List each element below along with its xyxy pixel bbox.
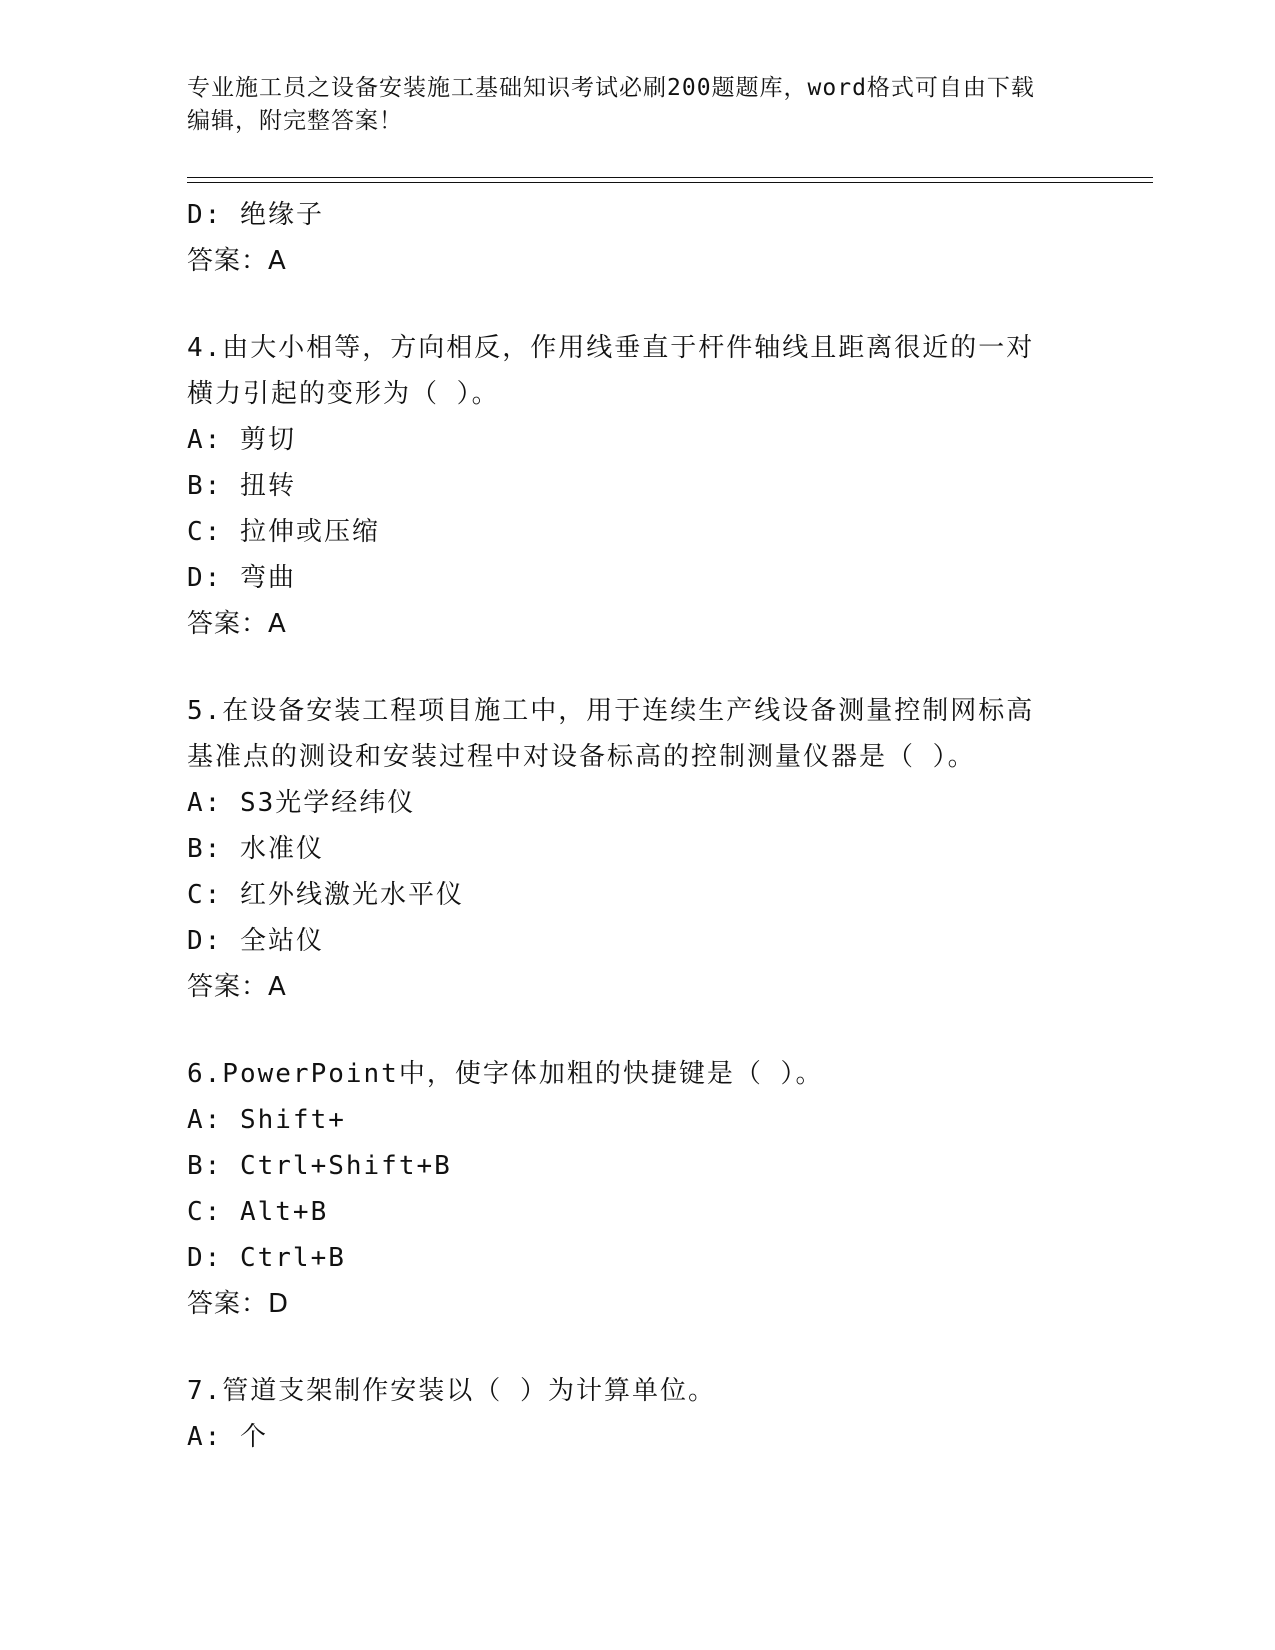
question-5 <box>187 688 1087 1010</box>
question-3-option-d: D: 绝缘子 <box>187 200 324 230</box>
header-divider-bottom <box>187 182 1153 183</box>
question-7 <box>187 1368 1087 1460</box>
question-5-stem-line-2: 基准点的测设和安装过程中对设备标高的控制测量仪器是（ ）。 <box>187 742 976 772</box>
question-4-option-a: A: 剪切 <box>187 425 296 455</box>
question-4-stem-line-2: 横力引起的变形为（ ）。 <box>187 379 500 409</box>
header-line-2: 编辑，附完整答案！ <box>187 108 403 134</box>
spacer <box>187 1327 1087 1368</box>
header-line-1: 专业施工员之设备安装施工基础知识考试必刷200题题库，word格式可自由下载 <box>187 75 1035 101</box>
header-divider-top <box>187 177 1153 178</box>
question-4-answer: 答案：A <box>187 609 287 639</box>
document-header <box>187 72 1087 138</box>
question-6-option-b: B: Ctrl+Shift+B <box>187 1151 452 1181</box>
question-5-option-b: B: 水准仪 <box>187 834 324 864</box>
question-4-stem-line-1: 4.由大小相等，方向相反，作用线垂直于杆件轴线且距离很近的一对 <box>187 333 1035 363</box>
question-list <box>187 192 1087 1460</box>
question-4-option-c: C: 拉伸或压缩 <box>187 517 380 547</box>
spacer <box>187 284 1087 325</box>
question-3-fragment <box>187 192 1087 284</box>
question-6-option-a: A: Shift+ <box>187 1105 346 1135</box>
spacer <box>187 1010 1087 1051</box>
question-6-answer: 答案：D <box>187 1289 290 1319</box>
question-6-option-d: D: Ctrl+B <box>187 1243 346 1273</box>
question-4-option-b: B: 扭转 <box>187 471 296 501</box>
question-5-stem-line-1: 5.在设备安装工程项目施工中，用于连续生产线设备测量控制网标高 <box>187 696 1035 726</box>
question-5-option-d: D: 全站仪 <box>187 926 324 956</box>
question-5-option-c: C: 红外线激光水平仪 <box>187 880 464 910</box>
question-5-answer: 答案：A <box>187 972 287 1002</box>
question-7-option-a: A: 个 <box>187 1422 268 1452</box>
question-4 <box>187 325 1087 647</box>
question-6-option-c: C: Alt+B <box>187 1197 329 1227</box>
question-3-answer: 答案：A <box>187 246 287 276</box>
question-6 <box>187 1051 1087 1327</box>
question-5-option-a: A: S3光学经纬仪 <box>187 788 416 818</box>
question-7-stem-line-1: 7.管道支架制作安装以（ ）为计算单位。 <box>187 1376 716 1406</box>
question-4-option-d: D: 弯曲 <box>187 563 296 593</box>
question-6-stem-line-1: 6.PowerPoint中，使字体加粗的快捷键是（ ）。 <box>187 1059 824 1089</box>
spacer <box>187 647 1087 688</box>
